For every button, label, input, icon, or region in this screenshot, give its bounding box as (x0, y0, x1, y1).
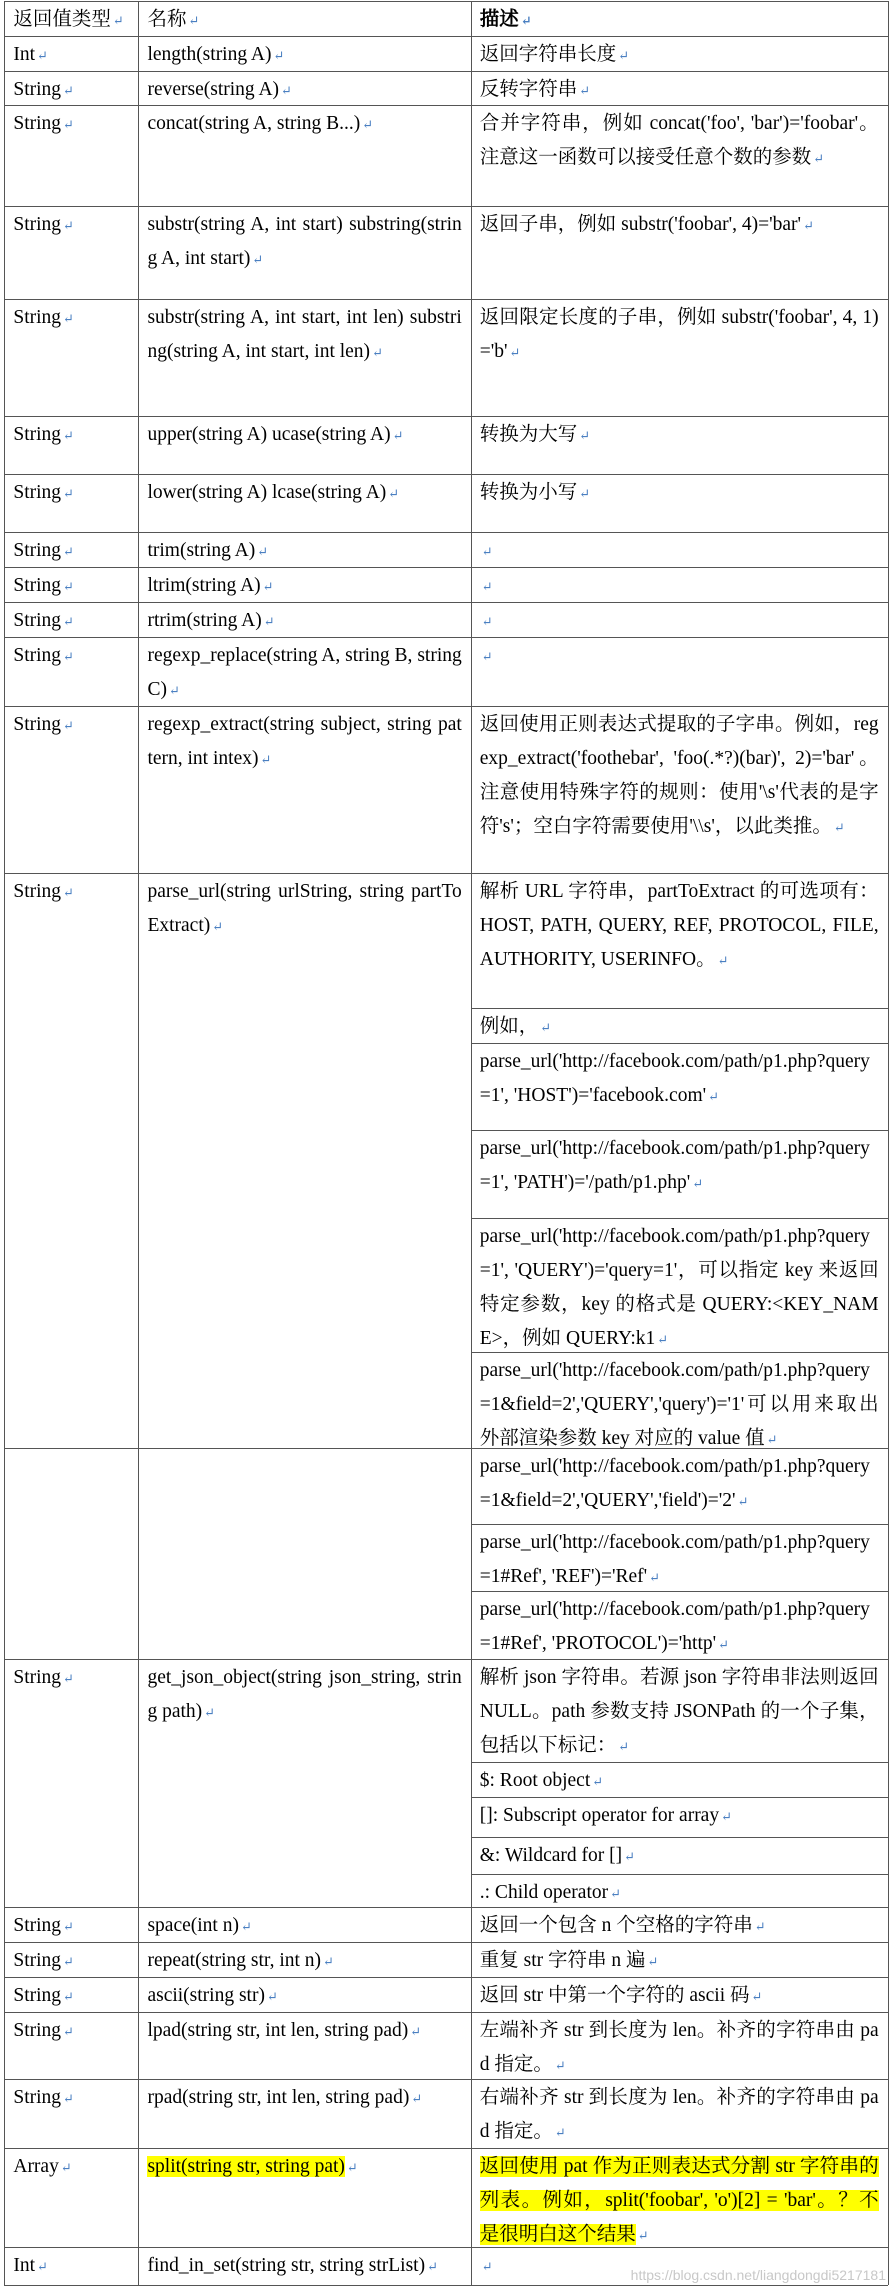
paragraph-mark-icon: ↵ (717, 953, 729, 969)
cell-desc-text: 合并字符串，例如 concat('foo', 'bar')='foobar'。注意这一函数可以接受任意个数的参数 (479, 112, 879, 168)
paragraph-mark-icon: ↵ (481, 2259, 493, 2275)
paragraph-mark-icon: ↵ (63, 217, 74, 233)
paragraph-mark-icon: ↵ (624, 1849, 636, 1865)
cell-type (13, 534, 129, 569)
paragraph-mark-icon: ↵ (481, 544, 493, 560)
paragraph-mark-icon: ↵ (60, 2159, 72, 2175)
paragraph-mark-icon: ↵ (257, 544, 269, 560)
paragraph-mark-icon: ↵ (63, 649, 74, 665)
paragraph-mark-icon: ↵ (833, 819, 845, 835)
cell-name-text: rpad(string str, int len, string pad) (147, 2087, 410, 2109)
table-horizontal-rule (4, 299, 887, 300)
cell-name (147, 1909, 461, 1944)
paragraph-mark-icon: ↵ (411, 2091, 423, 2107)
paragraph-mark-icon: ↵ (168, 683, 180, 699)
cell-desc (480, 1010, 879, 1045)
cell-desc (480, 38, 879, 73)
paragraph-mark-icon: ↵ (63, 2024, 74, 2040)
paragraph-mark-icon: ↵ (481, 649, 493, 665)
cell-desc-text: 转换为大写 (479, 423, 578, 445)
cell-desc (480, 569, 879, 604)
cell-type (13, 2081, 129, 2116)
cell-desc-text: 返回子串，例如 substr('foobar', 4)='bar' (479, 213, 802, 235)
paragraph-mark-icon: ↵ (63, 427, 74, 443)
cell-name (147, 73, 461, 108)
paragraph-mark-icon: ↵ (281, 83, 292, 99)
cell-name-text: ltrim(string A) (147, 575, 261, 597)
cell-desc (480, 1944, 879, 1979)
cell-type (13, 38, 129, 73)
cell-desc (480, 1979, 879, 2014)
cell-type-text: String (13, 481, 62, 503)
paragraph-mark-icon: ↵ (37, 2259, 48, 2275)
paragraph-mark-icon: ↵ (240, 1919, 252, 1935)
paragraph-mark-icon: ↵ (392, 427, 404, 443)
cell-type-text: String (13, 213, 62, 235)
cell-name (147, 2249, 461, 2284)
paragraph-mark-icon: ↵ (63, 885, 74, 901)
watermark: https://blog.csdn.net/liangdongdi5217181 (630, 2267, 886, 2283)
paragraph-mark-icon: ↵ (63, 310, 74, 326)
cell-desc (480, 1909, 879, 1944)
cell-name-text: lower(string A) lcase(string A) (147, 481, 387, 503)
paragraph-mark-icon: ↵ (63, 485, 74, 501)
cell-type (13, 2249, 129, 2284)
cell-type-text: String (13, 1915, 62, 1937)
cell-desc (480, 2081, 879, 2150)
table-horizontal-rule (471, 1008, 888, 1009)
paragraph-mark-icon: ↵ (813, 150, 825, 166)
cell-name (147, 569, 461, 604)
cell-desc-text: parse_url('http://facebook.com/path/p1.php?query=1', 'PATH')='/path/p1.php' (479, 1138, 870, 1194)
paragraph-mark-icon: ↵ (204, 1705, 216, 1721)
cell-type (13, 2014, 129, 2049)
cell-desc (480, 301, 879, 370)
table-horizontal-rule (4, 1, 887, 2)
cell-name (147, 534, 461, 569)
cell-type-text: String (13, 423, 62, 445)
cell-desc-text: parse_url('http://facebook.com/path/p1.php?query=1', 'HOST')='facebook.com' (479, 1050, 870, 1106)
cell-desc-text: 返回 str 中第一个字符的 ascii 码 (479, 1985, 750, 2007)
table-vertical-rule (138, 1, 139, 2285)
cell-name-text: rtrim(string A) (147, 610, 262, 632)
cell-desc-text: $: Root object (479, 1769, 591, 1791)
table-horizontal-rule (471, 1524, 888, 1525)
header-name (147, 3, 461, 38)
cell-desc (480, 2150, 879, 2253)
cell-name (147, 2150, 461, 2185)
cell-desc (480, 1220, 879, 1357)
cell-desc (480, 2014, 879, 2083)
paragraph-mark-icon: ↵ (509, 344, 521, 360)
paragraph-mark-icon: ↵ (388, 485, 400, 501)
cell-desc (480, 604, 879, 639)
cell-type (13, 875, 129, 910)
cell-desc-text: 返回限定长度的子串，例如 substr('foobar', 4, 1)='b' (479, 306, 879, 362)
cell-desc-text: 转换为小写 (479, 481, 578, 503)
cell-name (147, 476, 461, 511)
cell-desc (480, 73, 879, 108)
cell-desc (480, 1045, 879, 1114)
cell-type-text: String (13, 112, 62, 134)
cell-type-text: String (13, 1667, 62, 1689)
cell-type (13, 418, 129, 453)
cell-name (147, 2081, 461, 2116)
paragraph-mark-icon: ↵ (751, 1989, 763, 2005)
cell-name-text: parse_url(string urlString, string partToExtract) (147, 881, 462, 937)
paragraph-mark-icon: ↵ (212, 919, 224, 935)
paragraph-mark-icon: ↵ (481, 579, 493, 595)
cell-desc-text: 例如， (479, 1015, 539, 1037)
cell-desc (480, 1799, 879, 1834)
cell-desc-text: 左端补齐 str 到长度为 len。补齐的字符串由 pad 指定。 (479, 2020, 879, 2076)
table-horizontal-rule (4, 206, 887, 207)
paragraph-mark-icon: ↵ (554, 2058, 566, 2074)
cell-desc (480, 1661, 879, 1764)
cell-type-text: String (13, 645, 62, 667)
cell-type-text: String (13, 713, 62, 735)
cell-name-text: reverse(string A) (147, 79, 280, 101)
cell-type (13, 639, 129, 674)
cell-name-text: length(string A) (147, 44, 272, 66)
cell-type (13, 1661, 129, 1696)
paragraph-mark-icon: ↵ (579, 83, 591, 99)
cell-name-text: regexp_extract(string subject, string pattern, int intex) (147, 713, 462, 769)
cell-desc (480, 1839, 879, 1874)
cell-name (147, 875, 461, 944)
cell-desc (480, 1450, 879, 1519)
paragraph-mark-icon: ↵ (63, 1954, 74, 1970)
cell-name-text: substr(string A, int start) substring(string A, int start) (147, 213, 462, 269)
cell-desc (480, 208, 879, 243)
cell-desc (480, 639, 879, 674)
cell-name-text: regexp_replace(string A, string B, string C) (147, 645, 462, 701)
table-horizontal-rule (471, 1218, 888, 1219)
cell-name-text: space(int n) (147, 1915, 239, 1937)
cell-desc (480, 534, 879, 569)
cell-type-text: String (13, 79, 62, 101)
cell-type-text: Int (13, 44, 36, 66)
cell-name (147, 301, 461, 370)
table-horizontal-rule (4, 873, 887, 874)
cell-desc-text: parse_url('http://facebook.com/path/p1.php?query=1&field=2','QUERY','field')='2' (479, 1455, 870, 1511)
table-horizontal-rule (4, 416, 887, 417)
paragraph-mark-icon: ↵ (372, 344, 383, 360)
paragraph-mark-icon: ↵ (618, 1739, 630, 1755)
cell-name-text: lpad(string str, int len, string pad) (147, 2020, 409, 2042)
header-desc-text: 描述 (479, 9, 519, 31)
paragraph-mark-icon: ↵ (362, 116, 374, 132)
cell-desc-text: 右端补齐 str 到长度为 len。补齐的字符串由 pad 指定。 (479, 2087, 879, 2143)
cell-name-text: concat(string A, string B...) (147, 112, 361, 134)
paragraph-mark-icon: ↵ (692, 1176, 704, 1192)
cell-type (13, 208, 129, 243)
paragraph-mark-icon: ↵ (63, 1919, 74, 1935)
table-horizontal-rule (4, 474, 887, 475)
cell-name-text: upper(string A) ucase(string A) (147, 423, 391, 445)
cell-name-text: split(string str, string pat) (147, 2155, 345, 2177)
header-type-text: 返回值类型 (13, 9, 111, 31)
paragraph-mark-icon: ↵ (346, 2159, 358, 2175)
cell-desc (480, 708, 879, 845)
paragraph-mark-icon: ↵ (63, 83, 74, 99)
header-desc (480, 3, 879, 38)
cell-type-text: String (13, 306, 62, 328)
paragraph-mark-icon: ↵ (63, 614, 74, 630)
cell-desc-text: parse_url('http://facebook.com/path/p1.php?query=1&field=2','QUERY','query')='1'可以用来取出外部渲染参数 key 对应的 value 值 (479, 1359, 879, 1449)
paragraph-mark-icon: ↵ (592, 1773, 604, 1789)
cell-desc-text: 返回使用正则表达式提取的子字串。例如，regexp_extract('foothebar', 'foo(.*?)(bar)', 2)='bar'。注意使用特殊字符的规则：使用'\s'代表的是字符's'；空白字符需要使用'\\s'，以此类推。 (479, 713, 879, 837)
paragraph-mark-icon: ↵ (323, 1954, 334, 1970)
cell-desc-text: parse_url('http://facebook.com/path/p1.php?query=1#Ref', 'PROTOCOL')='http' (479, 1598, 870, 1654)
cell-desc-text: 反转字符串 (479, 79, 578, 101)
cell-desc (480, 418, 879, 453)
cell-desc (480, 1764, 879, 1799)
cell-type-text: String (13, 881, 62, 903)
cell-desc-text: .: Child operator (479, 1881, 609, 1903)
paragraph-mark-icon: ↵ (260, 751, 272, 767)
cell-desc (480, 1593, 879, 1662)
paragraph-mark-icon: ↵ (63, 544, 74, 560)
paragraph-mark-icon: ↵ (737, 1493, 749, 1509)
table-horizontal-rule (471, 1837, 888, 1838)
cell-desc (480, 1132, 879, 1201)
paragraph-mark-icon: ↵ (721, 1808, 732, 1824)
paragraph-mark-icon: ↵ (657, 1331, 669, 1347)
paragraph-mark-icon: ↵ (803, 217, 814, 233)
paragraph-mark-icon: ↵ (427, 2259, 438, 2275)
cell-type (13, 708, 129, 743)
cell-name (147, 1979, 461, 2014)
cell-type (13, 2150, 129, 2185)
paragraph-mark-icon: ↵ (263, 614, 275, 630)
paragraph-mark-icon: ↵ (579, 427, 591, 443)
cell-desc-text: 返回字符串长度 (479, 44, 617, 66)
paragraph-mark-icon: ↵ (273, 48, 285, 64)
cell-type (13, 73, 129, 108)
cell-name-text: substr(string A, int start, int len) substring(string A, int start, int len) (147, 306, 462, 362)
table-horizontal-rule (471, 1130, 888, 1131)
cell-type (13, 301, 129, 336)
paragraph-mark-icon: ↵ (37, 48, 48, 64)
cell-name (147, 708, 461, 777)
paragraph-mark-icon: ↵ (262, 579, 274, 595)
cell-type (13, 1909, 129, 1944)
cell-desc (480, 1354, 879, 1457)
cell-name-text: repeat(string str, int n) (147, 1950, 322, 1972)
paragraph-mark-icon: ↵ (481, 614, 493, 630)
cell-name (147, 1944, 461, 1979)
header-name-text: 名称 (147, 9, 187, 31)
cell-desc-text: 解析 json 字符串。若源 json 字符串非法则返回 NULL。path 参数支持 JSONPath 的一个子集，包括以下标记： (479, 1667, 879, 1757)
paragraph-mark-icon: ↵ (188, 13, 200, 29)
paragraph-mark-icon: ↵ (252, 251, 264, 267)
paragraph-mark-icon: ↵ (63, 2091, 74, 2107)
cell-name (147, 107, 461, 142)
paragraph-mark-icon: ↵ (63, 1989, 74, 2005)
cell-name (147, 418, 461, 453)
paragraph-mark-icon: ↵ (540, 1019, 552, 1035)
cell-desc-text: &: Wildcard for [] (479, 1845, 623, 1867)
cell-name-text: ascii(string str) (147, 1985, 265, 2007)
paragraph-mark-icon: ↵ (766, 1431, 778, 1447)
paragraph-mark-icon: ↵ (63, 717, 74, 733)
cell-desc (480, 476, 879, 511)
cell-desc-text: 重复 str 字符串 n 遍 (479, 1950, 646, 1972)
cell-name (147, 639, 461, 708)
cell-type (13, 1944, 129, 1979)
cell-type (13, 107, 129, 142)
cell-name (147, 38, 461, 73)
cell-desc-text: 返回使用 pat 作为正则表达式分割 str 字符串的列表。例如，split('foobar', 'o')[2] = 'bar'。？不是很明白这个结果 (479, 2155, 879, 2245)
cell-type (13, 569, 129, 604)
cell-type-text: String (13, 2087, 62, 2109)
cell-name-text: find_in_set(string str, string strList) (147, 2255, 426, 2277)
cell-name (147, 2014, 461, 2049)
cell-type (13, 1979, 129, 2014)
cell-desc (480, 107, 879, 176)
table-vertical-rule (4, 1, 5, 2285)
cell-desc (480, 875, 879, 978)
paragraph-mark-icon: ↵ (112, 13, 124, 29)
paragraph-mark-icon: ↵ (63, 116, 74, 132)
paragraph-mark-icon: ↵ (63, 579, 74, 595)
table-horizontal-rule (4, 532, 887, 533)
cell-name-text: get_json_object(string json_string, string path) (147, 1667, 462, 1723)
paragraph-mark-icon: ↵ (579, 485, 591, 501)
paragraph-mark-icon: ↵ (718, 1636, 730, 1652)
cell-name (147, 1661, 461, 1730)
cell-desc-text: []: Subscript operator for array (479, 1804, 720, 1826)
cell-type-text: String (13, 540, 62, 562)
paragraph-mark-icon: ↵ (610, 1885, 622, 1901)
cell-desc-text: 解析 URL 字符串，partToExtract 的可选项有：HOST, PATH, QUERY, REF, PROTOCOL, FILE, AUTHORITY, USERINFO。 (479, 881, 879, 971)
cell-name-text: trim(string A) (147, 540, 256, 562)
cell-desc-text: parse_url('http://facebook.com/path/p1.php?query=1', 'QUERY')='query=1'，可以指定 key 来返回特定参数，key 的格式是 QUERY:<KEY_NAME>，例如 QUERY:k1 (479, 1225, 879, 1349)
cell-type-text: String (13, 1985, 62, 2007)
cell-type-text: String (13, 2020, 62, 2042)
header-type (13, 3, 129, 38)
paragraph-mark-icon: ↵ (708, 1088, 720, 1104)
cell-type (13, 476, 129, 511)
table-vertical-rule (471, 1, 472, 2285)
cell-type-text: String (13, 610, 62, 632)
cell-type-text: String (13, 1950, 62, 1972)
cell-name (147, 604, 461, 639)
paragraph-mark-icon: ↵ (266, 1989, 278, 2005)
paragraph-mark-icon: ↵ (618, 48, 630, 64)
cell-desc (480, 1526, 879, 1595)
cell-type (13, 604, 129, 639)
cell-desc (480, 1876, 879, 1911)
cell-type-text: String (13, 575, 62, 597)
table-vertical-rule (888, 1, 889, 2285)
cell-desc-text: 返回一个包含 n 个空格的字符串 (479, 1915, 753, 1937)
cell-type-text: Int (13, 2255, 36, 2277)
cell-type-text: Array (13, 2155, 59, 2177)
paragraph-mark-icon: ↵ (649, 1569, 661, 1585)
cell-desc-text: parse_url('http://facebook.com/path/p1.php?query=1#Ref', 'REF')='Ref' (479, 1531, 870, 1587)
paragraph-mark-icon: ↵ (63, 1671, 74, 1687)
paragraph-mark-icon: ↵ (754, 1919, 766, 1935)
paragraph-mark-icon: ↵ (520, 13, 532, 29)
paragraph-mark-icon: ↵ (647, 1954, 659, 1970)
paragraph-mark-icon: ↵ (554, 2125, 566, 2141)
paragraph-mark-icon: ↵ (410, 2024, 422, 2040)
paragraph-mark-icon: ↵ (637, 2227, 649, 2243)
cell-name (147, 208, 461, 277)
